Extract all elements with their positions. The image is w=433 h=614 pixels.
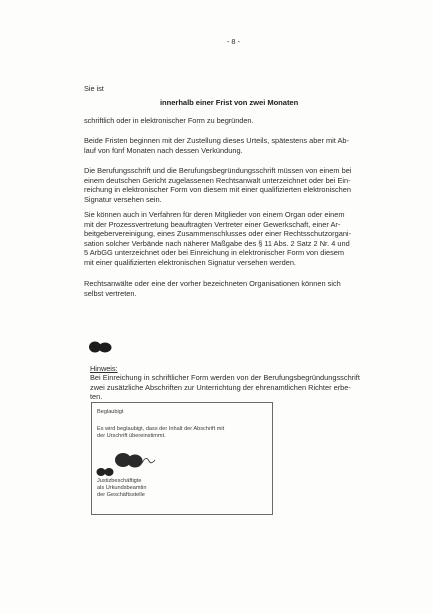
intro-text: Sie ist [84, 84, 104, 93]
stamp-signer-line: der Geschäftsstelle [97, 492, 145, 498]
stamp-title: Beglaubigt [97, 409, 124, 415]
note-line: zwei zusätzliche Abschriften zur Unterrichtung der ehrenamtlichen Richter erbe- [90, 382, 351, 392]
stamp-certification-line: Es wird beglaubigt, dass der Inhalt der Abschrift mit [97, 426, 225, 432]
paragraph-line: lauf von fünf Monaten nach dessen Verkündung. [84, 145, 243, 155]
note-heading: Hinweis: [90, 364, 118, 373]
paragraph-line: Sie können auch in Verfahren für deren Mitglieder von einem Organ oder einem [84, 210, 345, 219]
stamp-certification-line: der Urschrift übereinstimmt. [97, 433, 166, 439]
paragraph-line: einem deutschen Gericht zugelassenen Rechtsanwalt unterzeichnet oder bei Ein- [84, 175, 351, 185]
paragraph-line: Rechtsanwälte oder eine der vorher bezeichneten Organisationen können sich [84, 279, 341, 288]
paragraph-line: beitgebervereinigung, eines Zusammenschlusses oder einer Rechtsschutzorgani- [84, 229, 352, 239]
note-text [90, 373, 360, 402]
paragraph-line: mit einer qualifizierten elektronischen Signatur versehen werden. [84, 257, 296, 267]
paragraph-deadlines [84, 136, 349, 155]
certification-stamp [91, 402, 273, 515]
paragraph-line: reichung in elektronischer Form von diesem mit einer qualifizierten elektronischen [84, 185, 352, 195]
paragraph-line: Die Berufungsschrift und die Berufungsbegründungsschrift müssen von einem bei [84, 166, 352, 175]
paragraph-organisations [84, 210, 351, 268]
paragraph-self-representation [84, 279, 341, 298]
page-number: - 8 - [227, 37, 240, 46]
note-line: Bei Einreichung in schriftlicher Form werden von der Berufungsbegründungsschrift [90, 373, 360, 382]
paragraph-line: mit der Prozessvertretung beauftragten Vertreter einer Gewerkschaft, einer Ar- [84, 219, 341, 229]
form-line: schriftlich oder in elektronischer Form zu begründen. [84, 116, 254, 125]
paragraph-line: selbst vertreten. [84, 288, 137, 298]
signature-redaction [114, 451, 156, 471]
paragraph-line: Signatur versehen sein. [84, 194, 162, 204]
paragraph-line: 5 ArbGG unterzeichnet oder bei Einreichung in elektronischer Form von diesem [84, 248, 345, 258]
stamp-signer-line: Justizbeschäftigte [97, 478, 142, 484]
paragraph-line: sation solcher Verbände nach näherer Maßgabe des § 11 Abs. 2 Satz 2 Nr. 4 und [84, 238, 350, 248]
note-line: ten. [90, 392, 103, 402]
paragraph-line: Beide Fristen beginnen mit der Zustellung dieses Urteils, spätestens aber mit Ab- [84, 136, 349, 145]
stamp-signer-line: als Urkundsbeamtin [97, 485, 147, 491]
redaction-mark [96, 467, 116, 477]
redaction-mark [88, 340, 114, 354]
paragraph-lawyer [84, 166, 351, 204]
deadline-heading: innerhalb einer Frist von zwei Monaten [160, 98, 299, 107]
